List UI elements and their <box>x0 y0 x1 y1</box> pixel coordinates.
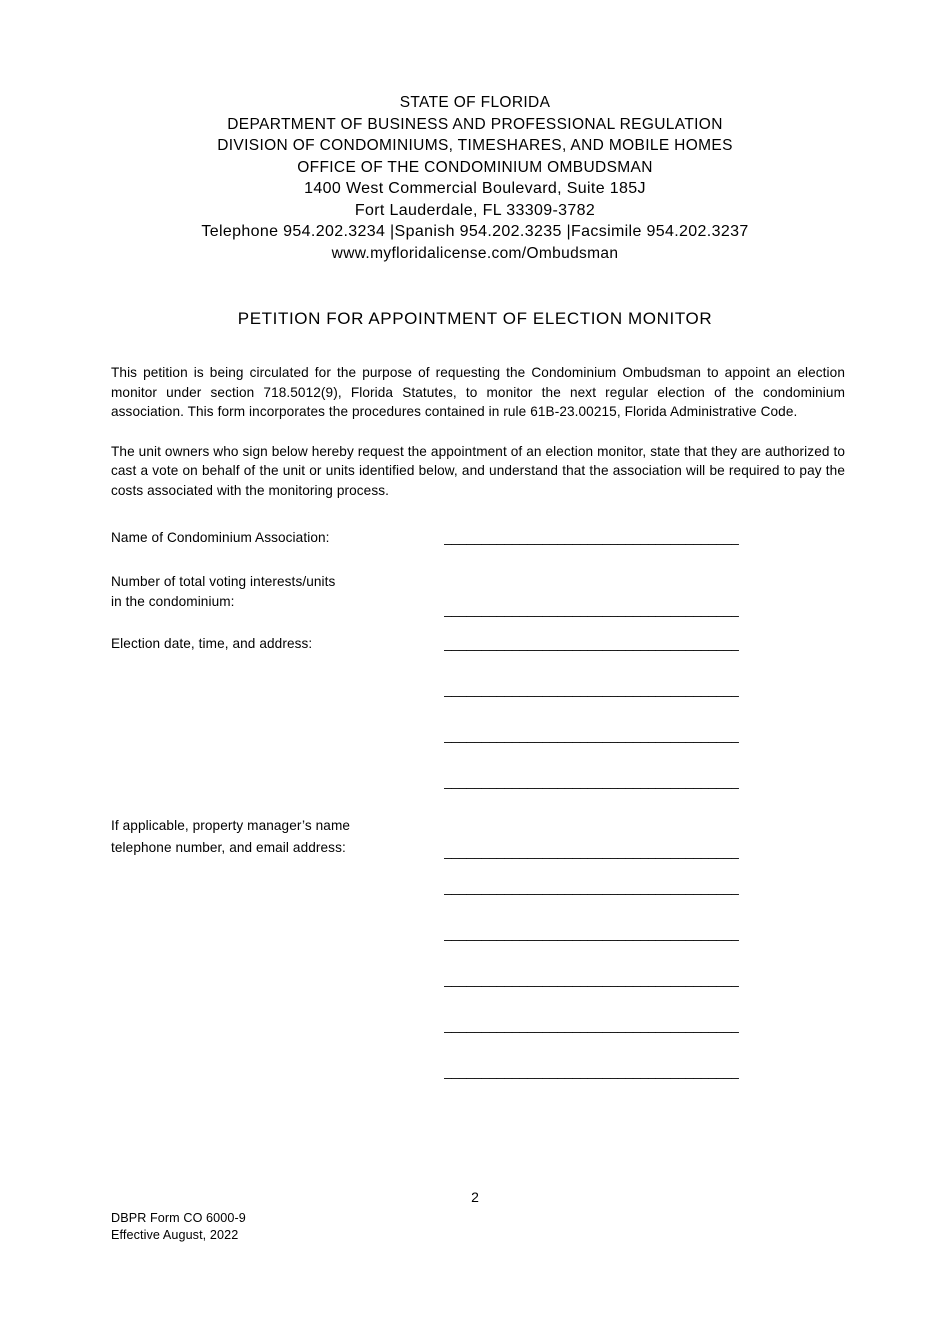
field-row <box>111 924 845 970</box>
field-row <box>111 574 845 634</box>
document-page <box>0 92 950 1322</box>
document-body <box>0 363 950 1108</box>
field-blank-line[interactable]: _______________________________________ <box>444 530 739 545</box>
header-line-department: DEPARTMENT OF BUSINESS AND PROFESSIONAL REGULATION <box>227 115 723 133</box>
field-blank-line[interactable]: _______________________________________ <box>444 880 739 895</box>
field-row <box>111 970 845 1016</box>
field-row <box>111 726 845 772</box>
header-line-city-state-zip: Fort Lauderdale, FL 33309-3782 <box>354 201 596 219</box>
field-label-line-2: telephone number, and email address: <box>111 840 346 855</box>
field-label <box>111 634 312 654</box>
field-blank-line[interactable]: _______________________________________ <box>444 774 739 789</box>
field-label <box>111 815 350 859</box>
field-blank-line[interactable]: _______________________________________ <box>444 636 739 651</box>
header-line-office: OFFICE OF THE CONDOMINIUM OMBUDSMAN <box>297 158 653 176</box>
field-label-line-2: in the condominium: <box>111 593 235 609</box>
field-blank-line[interactable]: _______________________________________ <box>444 728 739 743</box>
field-row <box>111 772 845 818</box>
field-row <box>111 818 845 878</box>
header-line-telephone: Telephone 954.202.3234 |Spanish 954.202.3235 |Facsimile 954.202.3237 <box>201 223 749 240</box>
field-blank-line[interactable]: _______________________________________ <box>444 926 739 941</box>
header-line-state: STATE OF FLORIDA <box>399 94 551 111</box>
form-id: DBPR Form CO 6000-9 <box>111 1211 246 1225</box>
field-blank-line[interactable]: _______________________________________ <box>444 602 739 617</box>
page-number: 2 <box>471 1189 479 1205</box>
field-label-line-1: Election date, time, and address: <box>111 636 313 651</box>
field-row <box>111 680 845 726</box>
field-row <box>111 1016 845 1062</box>
field-row <box>111 1062 845 1108</box>
page-title: PETITION FOR APPOINTMENT OF ELECTION MONITOR <box>237 309 713 328</box>
field-blank-line[interactable]: _______________________________________ <box>444 844 739 859</box>
field-row <box>111 878 845 924</box>
field-label-line-1: Name of Condominium Association: <box>111 530 330 545</box>
footer-meta <box>111 1210 246 1244</box>
field-label <box>111 572 335 611</box>
header-line-website: www.myfloridalicense.com/Ombudsman <box>331 244 619 262</box>
field-label <box>111 528 330 548</box>
field-blank-line[interactable]: _______________________________________ <box>444 1064 739 1079</box>
field-label-line-1: Number of total voting interests/units <box>111 574 336 589</box>
field-blank-line[interactable]: _______________________________________ <box>444 972 739 987</box>
field-blank-line[interactable]: _______________________________________ <box>444 682 739 697</box>
field-row <box>111 528 845 574</box>
header-line-address: 1400 West Commercial Boulevard, Suite 185J <box>304 180 646 197</box>
request-paragraph: The unit owners who sign below hereby request the appointment of an election monitor, state that they are authorized to cast a vote on behalf of the unit or units identified below, and understand that the association will be required to pay the costs associated with the monitoring process. <box>111 443 845 498</box>
field-row <box>111 634 845 680</box>
intro-paragraph: This petition is being circulated for the purpose of requesting the Condominium Ombudsman to appoint an election monitor under section 718.5012(9), Florida Statutes, to monitor the next regular election of the condominium association. This form incorporates the procedures contained in rule 61B-23.00215, Florida Administrative Code. <box>111 365 845 419</box>
field-blank-line[interactable]: _______________________________________ <box>444 1018 739 1033</box>
effective-date: Effective August, 2022 <box>111 1228 239 1242</box>
field-label-line-1: If applicable, property manager’s name <box>111 818 351 833</box>
form-fields <box>111 528 845 1108</box>
agency-header <box>0 92 950 264</box>
header-line-division: DIVISION OF CONDOMINIUMS, TIMESHARES, AND MOBILE HOMES <box>217 137 733 154</box>
